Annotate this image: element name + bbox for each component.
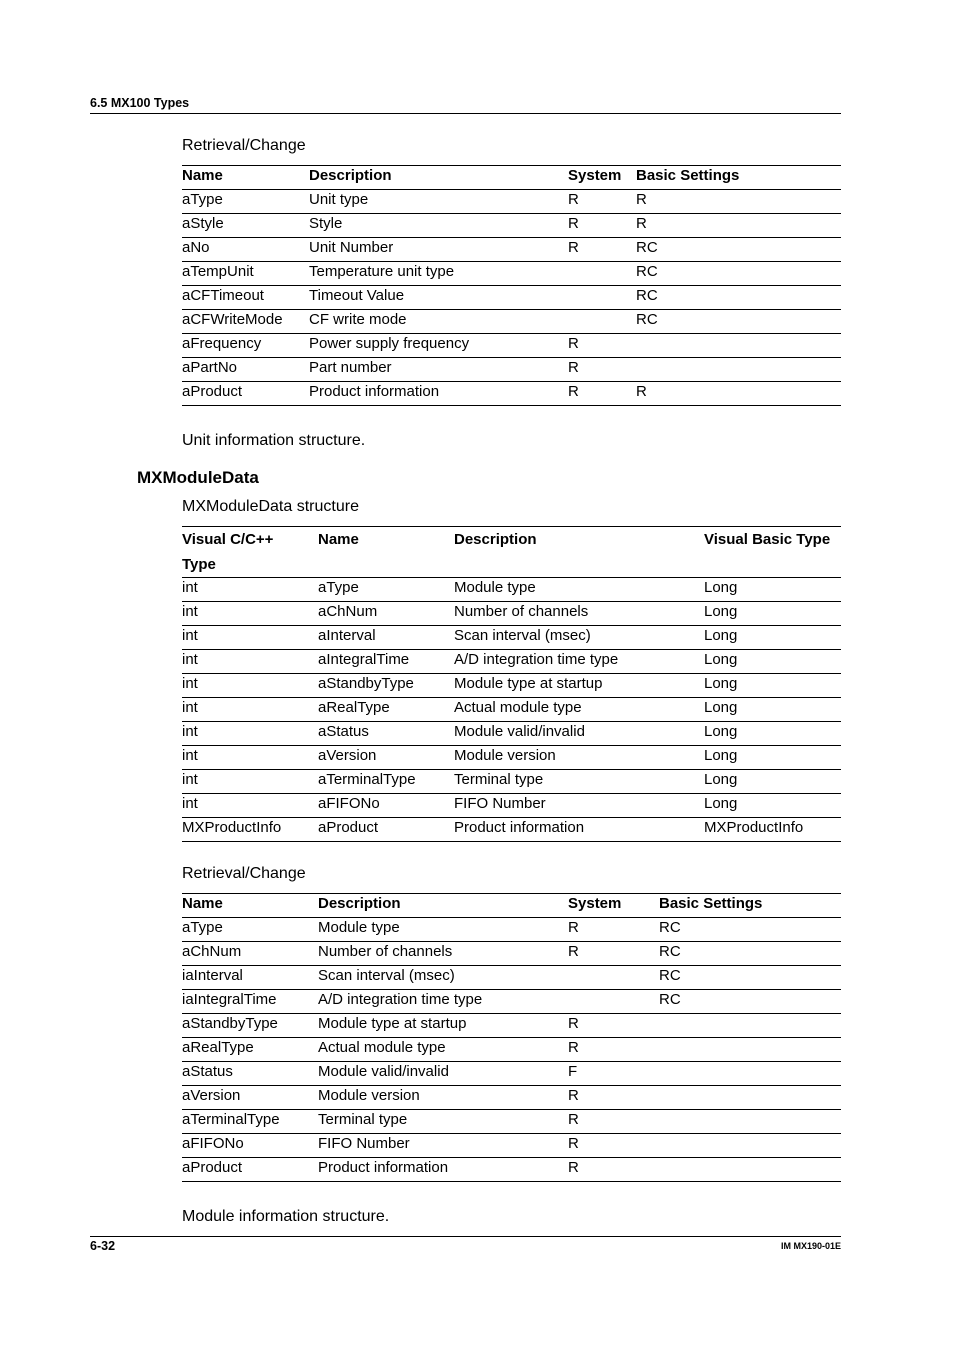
table-cell: R: [568, 1038, 659, 1062]
table-cell: int: [182, 626, 318, 650]
table-cell: Temperature unit type: [309, 262, 568, 286]
page-number: 6-32: [90, 1239, 116, 1253]
table-cell: aVersion: [182, 1086, 318, 1110]
table-row: [182, 722, 841, 746]
table-cell: R: [568, 1110, 659, 1134]
table-row: [182, 990, 841, 1014]
table-cell: A/D integration time type: [454, 650, 704, 674]
table-cell: R: [568, 1086, 659, 1110]
table-cell: R: [636, 214, 841, 238]
table-row: [182, 1086, 841, 1110]
table-cell: [659, 1158, 841, 1182]
table-cell: [568, 310, 636, 334]
table-cell: Timeout Value: [309, 286, 568, 310]
table-row: [182, 334, 841, 358]
table-cell: Long: [704, 578, 841, 602]
table-cell: Module valid/invalid: [318, 1062, 568, 1086]
table-cell: [659, 1014, 841, 1038]
table-cell: Module type at startup: [454, 674, 704, 698]
table-cell: aFIFONo: [318, 794, 454, 818]
table-row: [182, 190, 841, 214]
table-row: [182, 918, 841, 942]
table-row: [182, 942, 841, 966]
table-cell: Module valid/invalid: [454, 722, 704, 746]
table-cell: aChNum: [182, 942, 318, 966]
column-header: Description: [309, 166, 568, 190]
table-row: [182, 770, 841, 794]
table-cell: MXProductInfo: [704, 818, 841, 842]
table-row: [182, 1014, 841, 1038]
table-cell: Unit type: [309, 190, 568, 214]
footer-divider: [90, 1236, 841, 1237]
table-cell: aStandbyType: [182, 1014, 318, 1038]
column-header: Name: [182, 166, 309, 190]
table-cell: R: [568, 1014, 659, 1038]
unit-table-caption: Retrieval/Change: [182, 137, 306, 154]
table-row: [182, 794, 841, 818]
table-cell: aCFTimeout: [182, 286, 309, 310]
table-cell: A/D integration time type: [318, 990, 568, 1014]
table-cell: Long: [704, 650, 841, 674]
structure-caption: MXModuleData structure: [182, 498, 359, 515]
table-cell: aTempUnit: [182, 262, 309, 286]
table-cell: aStyle: [182, 214, 309, 238]
table-cell: Long: [704, 722, 841, 746]
table-cell: aStandbyType: [318, 674, 454, 698]
table-cell: aProduct: [182, 1158, 318, 1182]
section-header: 6.5 MX100 Types: [90, 96, 190, 110]
table-cell: R: [636, 190, 841, 214]
table-cell: Module version: [454, 746, 704, 770]
table-cell: [659, 1134, 841, 1158]
section-heading: MXModuleData: [137, 468, 259, 487]
table-cell: aProduct: [318, 818, 454, 842]
table-cell: R: [568, 942, 659, 966]
table-cell: Terminal type: [454, 770, 704, 794]
table-cell: Long: [704, 794, 841, 818]
table-cell: RC: [636, 238, 841, 262]
table-row: [182, 1134, 841, 1158]
header-divider: [90, 113, 841, 114]
table-cell: aNo: [182, 238, 309, 262]
table-cell: aChNum: [318, 602, 454, 626]
table-cell: RC: [659, 942, 841, 966]
table-cell: RC: [636, 262, 841, 286]
table-cell: Unit Number: [309, 238, 568, 262]
table-cell: FIFO Number: [454, 794, 704, 818]
table-cell: [568, 262, 636, 286]
table-cell: R: [568, 358, 636, 382]
table-cell: int: [182, 650, 318, 674]
column-header: System: [568, 894, 659, 918]
table-row: [182, 602, 841, 626]
table-cell: Long: [704, 602, 841, 626]
table-cell: aRealType: [318, 698, 454, 722]
table-cell: aInterval: [318, 626, 454, 650]
table-cell: aType: [182, 918, 318, 942]
table-cell: [568, 966, 659, 990]
table-row: [182, 1158, 841, 1182]
table-cell: int: [182, 674, 318, 698]
table-cell: [659, 1038, 841, 1062]
module-table-caption: Retrieval/Change: [182, 865, 306, 882]
table-cell: Actual module type: [454, 698, 704, 722]
table-cell: Number of channels: [318, 942, 568, 966]
table-cell: aVersion: [318, 746, 454, 770]
table-cell: [659, 1110, 841, 1134]
table-cell: Long: [704, 698, 841, 722]
column-header: Visual Basic Type: [704, 527, 841, 578]
table-cell: RC: [659, 918, 841, 942]
table-cell: MXProductInfo: [182, 818, 318, 842]
table-cell: R: [568, 238, 636, 262]
table-cell: RC: [659, 966, 841, 990]
table-cell: int: [182, 578, 318, 602]
table-cell: R: [568, 334, 636, 358]
table-cell: int: [182, 794, 318, 818]
column-header: Description: [454, 527, 704, 578]
unit-table-note: Unit information structure.: [182, 432, 366, 449]
table-row: [182, 626, 841, 650]
table-cell: aTerminalType: [182, 1110, 318, 1134]
table-cell: iaIntegralTime: [182, 990, 318, 1014]
table-cell: aIntegralTime: [318, 650, 454, 674]
table-cell: R: [568, 214, 636, 238]
unit-table: [182, 165, 841, 406]
table-cell: aStatus: [318, 722, 454, 746]
table-cell: Long: [704, 674, 841, 698]
table-cell: int: [182, 746, 318, 770]
table-row: [182, 214, 841, 238]
document-id: IM MX190-01E: [780, 1241, 841, 1251]
table-cell: aType: [182, 190, 309, 214]
table-cell: Long: [704, 746, 841, 770]
table-row: [182, 746, 841, 770]
table-cell: FIFO Number: [318, 1134, 568, 1158]
table-cell: F: [568, 1062, 659, 1086]
table-cell: [636, 358, 841, 382]
table-cell: aFrequency: [182, 334, 309, 358]
column-header: Basic Settings: [659, 894, 841, 918]
column-header: Visual C/C++ Type: [182, 527, 318, 578]
table-row: [182, 1062, 841, 1086]
table-cell: Style: [309, 214, 568, 238]
table-row: [182, 966, 841, 990]
table-cell: R: [636, 382, 841, 406]
table-cell: aPartNo: [182, 358, 309, 382]
table-cell: Scan interval (msec): [454, 626, 704, 650]
table-row: [182, 382, 841, 406]
table-cell: int: [182, 722, 318, 746]
table-cell: [636, 334, 841, 358]
table-cell: int: [182, 770, 318, 794]
table-row: [182, 1110, 841, 1134]
table-cell: R: [568, 382, 636, 406]
table-row: [182, 238, 841, 262]
table-row: [182, 818, 841, 842]
table-row: [182, 674, 841, 698]
table-cell: aFIFONo: [182, 1134, 318, 1158]
table-row: [182, 310, 841, 334]
table-cell: [568, 286, 636, 310]
table-cell: iaInterval: [182, 966, 318, 990]
table-cell: Terminal type: [318, 1110, 568, 1134]
table-cell: Actual module type: [318, 1038, 568, 1062]
column-header: Name: [182, 894, 318, 918]
table-cell: aRealType: [182, 1038, 318, 1062]
table-cell: Module type at startup: [318, 1014, 568, 1038]
table-cell: Module version: [318, 1086, 568, 1110]
table-row: [182, 698, 841, 722]
table-cell: aCFWriteMode: [182, 310, 309, 334]
table-cell: [568, 990, 659, 1014]
table-cell: aStatus: [182, 1062, 318, 1086]
table-cell: [659, 1086, 841, 1110]
table-cell: R: [568, 918, 659, 942]
table-row: [182, 578, 841, 602]
column-header: System: [568, 166, 636, 190]
table-cell: Part number: [309, 358, 568, 382]
module-table-note: Module information structure.: [182, 1208, 390, 1225]
table-cell: aType: [318, 578, 454, 602]
column-header: Description: [318, 894, 568, 918]
structure-table: [182, 526, 841, 842]
table-cell: Module type: [318, 918, 568, 942]
table-cell: R: [568, 1134, 659, 1158]
table-row: [182, 358, 841, 382]
table-cell: int: [182, 698, 318, 722]
table-cell: RC: [636, 310, 841, 334]
table-cell: Long: [704, 770, 841, 794]
table-cell: RC: [659, 990, 841, 1014]
module-table: [182, 893, 841, 1182]
column-header: Basic Settings: [636, 166, 841, 190]
table-cell: CF write mode: [309, 310, 568, 334]
table-cell: int: [182, 602, 318, 626]
table-cell: Module type: [454, 578, 704, 602]
table-cell: R: [568, 1158, 659, 1182]
table-row: [182, 1038, 841, 1062]
table-cell: R: [568, 190, 636, 214]
column-header: Name: [318, 527, 454, 578]
table-cell: Long: [704, 626, 841, 650]
table-cell: Number of channels: [454, 602, 704, 626]
table-cell: aTerminalType: [318, 770, 454, 794]
table-cell: RC: [636, 286, 841, 310]
table-cell: aProduct: [182, 382, 309, 406]
table-cell: Product information: [309, 382, 568, 406]
table-cell: Product information: [318, 1158, 568, 1182]
table-cell: Product information: [454, 818, 704, 842]
table-row: [182, 262, 841, 286]
table-row: [182, 286, 841, 310]
table-cell: Power supply frequency: [309, 334, 568, 358]
table-cell: Scan interval (msec): [318, 966, 568, 990]
table-row: [182, 650, 841, 674]
table-cell: [659, 1062, 841, 1086]
